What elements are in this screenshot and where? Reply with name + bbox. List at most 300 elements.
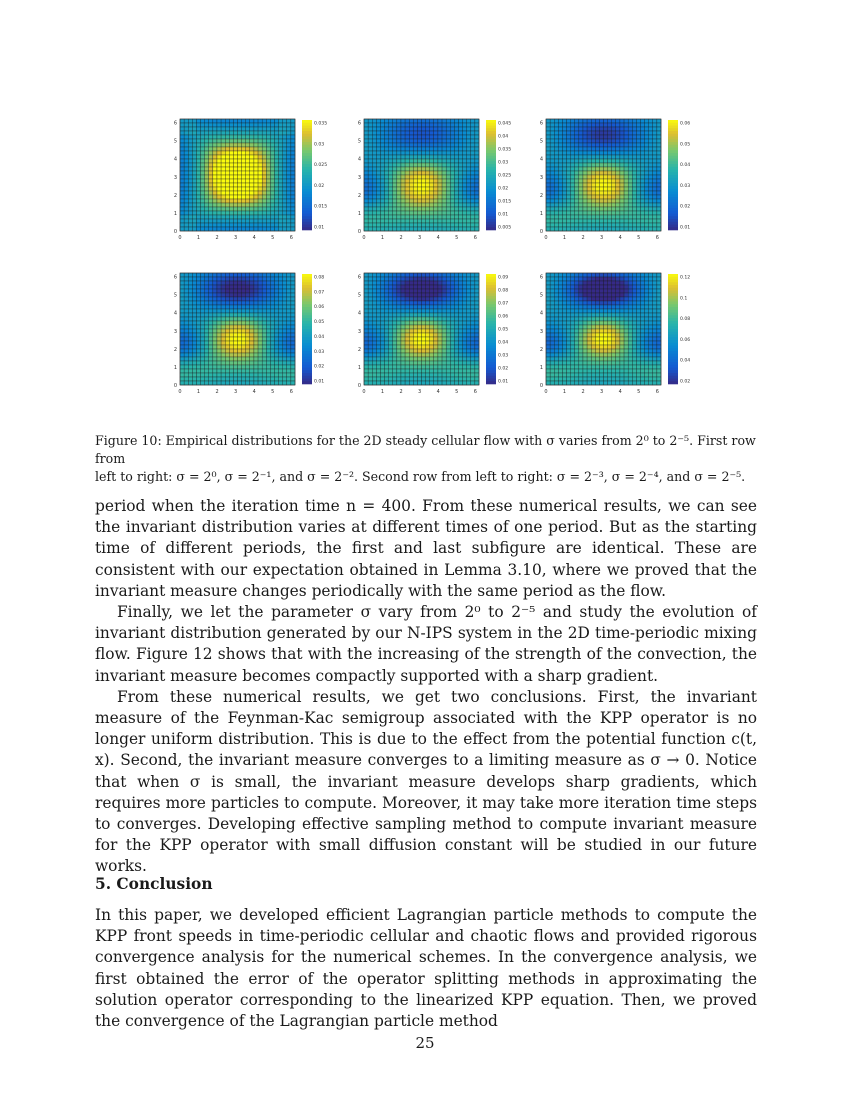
heatmap-cell [434,361,438,365]
heatmap-cell [254,139,258,143]
heatmap-cell [209,127,213,131]
heatmap-cell [287,297,291,301]
heatmap-cell [467,227,471,231]
heatmap-cell [628,337,632,341]
colorbar-segment [302,335,312,338]
heatmap-cell [242,219,246,223]
heatmap-cell [558,187,562,191]
heatmap-cell [546,273,550,277]
heatmap-cell [229,147,233,151]
heatmap-cell [442,219,446,223]
heatmap-cell [612,203,616,207]
heatmap-cell [471,183,475,187]
heatmap-cell [632,219,636,223]
heatmap-cell [649,321,653,325]
colorbar-segment [668,216,678,219]
heatmap-cell [620,309,624,313]
heatmap-cell [458,349,462,353]
heatmap-cell [192,325,196,329]
heatmap-cell [274,317,278,321]
heatmap-cell [225,349,229,353]
heatmap-cell [397,211,401,215]
heatmap-cell [209,333,213,337]
heatmap-cell [246,143,250,147]
heatmap-cell [225,353,229,357]
x-tick-label: 1 [196,235,201,241]
heatmap-cell [380,119,384,123]
heatmap-cell [201,365,205,369]
heatmap-cell [254,179,258,183]
heatmap-cell [554,147,558,151]
heatmap-cell [608,353,612,357]
heatmap-cell [567,377,571,381]
heatmap-cell [463,143,467,147]
heatmap-cell [201,223,205,227]
heatmap-cell [393,357,397,361]
heatmap-cell [409,119,413,123]
heatmap-cell [405,309,409,313]
heatmap-cell [463,325,467,329]
heatmap-cell [554,365,558,369]
heatmap-cell [246,195,250,199]
heatmap-cell [575,227,579,231]
heatmap-cell [649,119,653,123]
heatmap-panel-sigma-2-neg1 [352,115,522,245]
heatmap-cell [628,365,632,369]
heatmap-cell [475,215,479,219]
heatmap-cell [463,167,467,171]
heatmap-cell [608,171,612,175]
heatmap-cell [550,277,554,281]
heatmap-cell [405,143,409,147]
heatmap-cell [229,139,233,143]
heatmap-cell [266,215,270,219]
heatmap-cell [463,215,467,219]
heatmap-cell [246,289,250,293]
heatmap-cell [558,219,562,223]
heatmap-cell [180,203,184,207]
heatmap-cell [624,183,628,187]
heatmap-cell [368,345,372,349]
heatmap-cell [372,285,376,289]
heatmap-cell [463,349,467,353]
heatmap-cell [401,293,405,297]
heatmap-cell [546,325,550,329]
heatmap-cell [409,309,413,313]
heatmap-cell [571,203,575,207]
heatmap-cell [262,349,266,353]
heatmap-cell [372,369,376,373]
heatmap-cell [579,361,583,365]
heatmap-cell [562,349,566,353]
heatmap-cell [612,345,616,349]
heatmap-cell [657,301,661,305]
heatmap-cell [250,329,254,333]
heatmap-cell [364,357,368,361]
heatmap-cell [608,293,612,297]
heatmap-cell [229,127,233,131]
heatmap-cell [397,199,401,203]
heatmap-cell [405,349,409,353]
heatmap-cell [405,223,409,227]
heatmap-cell [550,369,554,373]
heatmap-cell [405,345,409,349]
heatmap-cell [567,135,571,139]
heatmap-cell [205,349,209,353]
heatmap-cell [624,171,628,175]
heatmap-cell [612,199,616,203]
heatmap-cell [180,215,184,219]
heatmap-cell [624,143,628,147]
heatmap-cell [558,171,562,175]
heatmap-cell [608,223,612,227]
heatmap-cell [225,139,229,143]
heatmap-cell [188,163,192,167]
heatmap-cell [599,325,603,329]
heatmap-cell [475,317,479,321]
heatmap-cell [233,377,237,381]
heatmap-grid [180,119,295,231]
heatmap-cell [283,171,287,175]
heatmap-cell [562,203,566,207]
heatmap-cell [657,357,661,361]
heatmap-cell [657,183,661,187]
heatmap-cell [262,159,266,163]
heatmap-cell [458,281,462,285]
heatmap-cell [283,317,287,321]
heatmap-cell [201,305,205,309]
heatmap-cell [233,305,237,309]
heatmap-cell [393,289,397,293]
heatmap-cell [624,199,628,203]
heatmap-cell [417,195,421,199]
heatmap-cell [467,293,471,297]
heatmap-cell [430,341,434,345]
heatmap-cell [233,131,237,135]
heatmap-cell [184,187,188,191]
heatmap-cell [393,373,397,377]
heatmap-cell [209,183,213,187]
colorbar-segment [486,170,496,173]
heatmap-cell [653,211,657,215]
heatmap-cell [608,163,612,167]
colorbar-segment [302,142,312,145]
heatmap-cell [397,353,401,357]
heatmap-cell [274,277,278,281]
heatmap-cell [616,373,620,377]
heatmap-cell [196,207,200,211]
heatmap-cell [221,317,225,321]
heatmap-cell [608,317,612,321]
heatmap-cell [246,361,250,365]
heatmap-cell [205,317,209,321]
heatmap-cell [221,345,225,349]
heatmap-cell [575,361,579,365]
heatmap-cell [364,349,368,353]
heatmap-cell [434,337,438,341]
heatmap-cell [287,135,291,139]
x-tick-label: 5 [271,389,275,395]
heatmap-cell [258,139,262,143]
heatmap-cell [368,191,372,195]
heatmap-cell [579,131,583,135]
heatmap-cell [454,317,458,321]
heatmap-cell [422,321,426,325]
heatmap-cell [583,175,587,179]
heatmap-cell [368,167,372,171]
colorbar-segment [302,150,312,153]
heatmap-cell [287,281,291,285]
colorbar-segment [302,219,312,222]
heatmap-cell [463,211,467,215]
heatmap-cell [225,191,229,195]
heatmap-cell [258,219,262,223]
heatmap-cell [571,353,575,357]
heatmap-cell [608,227,612,231]
heatmap-cell [274,219,278,223]
heatmap-cell [450,289,454,293]
heatmap-cell [438,285,442,289]
heatmap-cell [217,187,221,191]
heatmap-cell [229,167,233,171]
colorbar-segment [302,277,312,280]
heatmap-cell [554,175,558,179]
heatmap-cell [583,219,587,223]
heatmap-cell [291,361,295,365]
heatmap-cell [291,305,295,309]
heatmap-cell [558,195,562,199]
heatmap-cell [583,131,587,135]
colorbar-segment [302,216,312,219]
heatmap-cell [587,289,591,293]
heatmap-cell [254,361,258,365]
heatmap-cell [201,281,205,285]
heatmap-cell [274,171,278,175]
heatmap-cell [636,277,640,281]
heatmap-cell [217,203,221,207]
heatmap-cell [401,215,405,219]
heatmap-cell [616,183,620,187]
heatmap-cell [657,143,661,147]
heatmap-cell [649,297,653,301]
heatmap-cell [575,349,579,353]
heatmap-cell [385,277,389,281]
heatmap-cell [196,227,200,231]
colorbar-tick-label: 0.06 [680,121,691,127]
heatmap-cell [546,301,550,305]
heatmap-cell [546,203,550,207]
heatmap-cell [213,377,217,381]
heatmap-cell [258,183,262,187]
heatmap-cell [291,341,295,345]
heatmap-cell [442,305,446,309]
heatmap-cell [434,313,438,317]
heatmap-cell [205,183,209,187]
heatmap-cell [229,119,233,123]
heatmap-cell [376,135,380,139]
heatmap-cell [657,321,661,325]
heatmap-cell [426,135,430,139]
y-tick-label: 1 [357,364,361,371]
heatmap-cell [246,183,250,187]
heatmap-cell [270,273,274,277]
heatmap-cell [591,317,595,321]
heatmap-cell [192,127,196,131]
heatmap-cell [587,353,591,357]
heatmap-cell [250,333,254,337]
heatmap-cell [242,155,246,159]
heatmap-cell [409,131,413,135]
heatmap-cell [368,337,372,341]
heatmap-cell [279,337,283,341]
heatmap-cell [442,223,446,227]
heatmap-cell [180,325,184,329]
heatmap-cell [270,131,274,135]
heatmap-cell [279,341,283,345]
colorbar-tick-label: 0.01 [314,379,325,385]
heatmap-cell [430,357,434,361]
heatmap-cell [554,131,558,135]
heatmap-cell [217,195,221,199]
heatmap-cell [599,179,603,183]
heatmap-cell [201,127,205,131]
heatmap-cell [364,305,368,309]
heatmap-cell [442,349,446,353]
heatmap-cell [649,211,653,215]
heatmap-cell [426,159,430,163]
heatmap-cell [389,123,393,127]
heatmap-cell [645,289,649,293]
heatmap-cell [258,155,262,159]
heatmap-cell [463,313,467,317]
heatmap-cell [571,179,575,183]
heatmap-cell [579,305,583,309]
heatmap-cell [417,147,421,151]
heatmap-cell [364,329,368,333]
heatmap-cell [438,309,442,313]
heatmap-cell [376,333,380,337]
heatmap-cell [397,297,401,301]
heatmap-cell [409,163,413,167]
heatmap-cell [417,357,421,361]
heatmap-cell [225,273,229,277]
colorbar-segment [486,203,496,206]
heatmap-cell [442,171,446,175]
heatmap-cell [225,183,229,187]
heatmap-cell [430,227,434,231]
heatmap-cell [645,325,649,329]
heatmap-cell [262,167,266,171]
heatmap-cell [604,349,608,353]
heatmap-cell [258,187,262,191]
heatmap-cell [632,223,636,227]
heatmap-cell [376,219,380,223]
heatmap-cell [229,207,233,211]
heatmap-cell [628,143,632,147]
colorbar-segment [486,354,496,357]
heatmap-cell [376,119,380,123]
heatmap-cell [409,139,413,143]
heatmap-cell [599,159,603,163]
heatmap-cell [213,147,217,151]
heatmap-cell [188,365,192,369]
heatmap-cell [467,127,471,131]
heatmap-cell [463,373,467,377]
heatmap-cell [397,171,401,175]
heatmap-cell [446,191,450,195]
heatmap-cell [405,317,409,321]
heatmap-cell [458,167,462,171]
heatmap-cell [417,281,421,285]
heatmap-cell [434,159,438,163]
heatmap-cell [554,281,558,285]
heatmap-cell [376,285,380,289]
heatmap-cell [442,377,446,381]
heatmap-cell [636,301,640,305]
heatmap-cell [291,155,295,159]
heatmap-cell [657,167,661,171]
heatmap-cell [291,277,295,281]
heatmap-cell [417,183,421,187]
heatmap-cell [201,285,205,289]
heatmap-cell [287,123,291,127]
colorbar-segment [486,150,496,153]
heatmap-cell [575,329,579,333]
heatmap-cell [262,329,266,333]
heatmap-cell [389,313,393,317]
heatmap-cell [409,167,413,171]
y-tick-label: 3 [173,174,177,181]
heatmap-cell [583,159,587,163]
heatmap-cell [628,305,632,309]
heatmap-cell [442,215,446,219]
heatmap-cell [229,293,233,297]
heatmap-cell [591,357,595,361]
heatmap-cell [463,305,467,309]
heatmap-cell [188,155,192,159]
heatmap-cell [657,361,661,365]
heatmap-cell [238,203,242,207]
heatmap-cell [413,179,417,183]
heatmap-cell [550,183,554,187]
heatmap-cell [442,183,446,187]
heatmap-cell [192,285,196,289]
heatmap-cell [454,163,458,167]
heatmap-cell [467,301,471,305]
heatmap-cell [393,361,397,365]
heatmap-cell [446,281,450,285]
heatmap-cell [184,301,188,305]
heatmap-cell [475,373,479,377]
heatmap-cell [217,171,221,175]
heatmap-cell [266,273,270,277]
heatmap-cell [628,127,632,131]
heatmap-cell [413,281,417,285]
heatmap-cell [567,143,571,147]
heatmap-cell [254,147,258,151]
heatmap-cell [221,341,225,345]
heatmap-cell [657,127,661,131]
colorbar-segment [486,376,496,379]
heatmap-cell [430,171,434,175]
heatmap-cell [279,381,283,385]
heatmap-cell [640,159,644,163]
heatmap-cell [583,187,587,191]
heatmap-cell [201,147,205,151]
heatmap-cell [454,341,458,345]
heatmap-cell [209,159,213,163]
heatmap-cell [467,223,471,227]
